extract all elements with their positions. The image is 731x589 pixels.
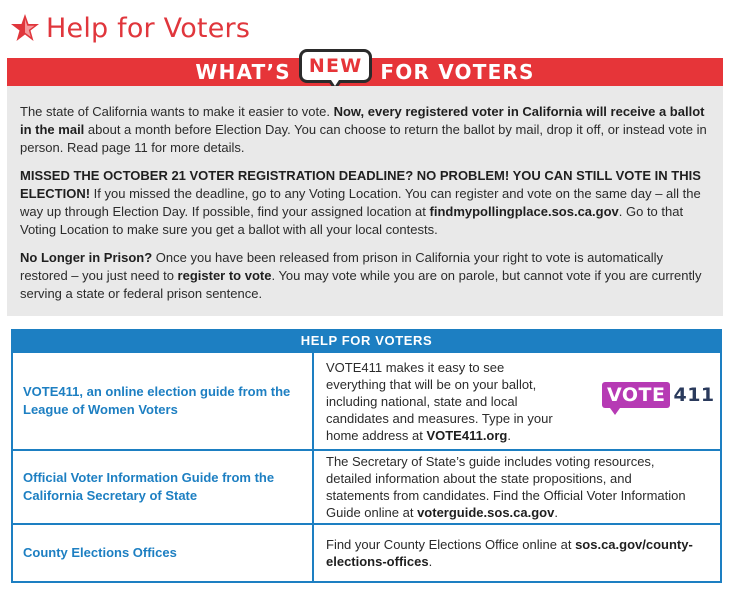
intro-paragraph-prison: No Longer in Prison? Once you have been released from prison in California your right to vote is automatically restored – you just need to register to vote. You may vote while you are on parole, but cannot vote if you are currently serving a state or federal prison sentence.	[20, 250, 702, 301]
banner-new-label: NEW	[308, 55, 363, 77]
polling-place-link[interactable]: findmypollingplace.sos.ca.gov	[429, 204, 619, 219]
whats-new-section	[7, 86, 723, 316]
whats-new-banner	[7, 55, 723, 86]
resource-name-county-offices[interactable]: County Elections Offices	[23, 545, 177, 560]
page-header	[10, 8, 250, 48]
table-row	[13, 351, 720, 449]
page-title: Help for Voters	[46, 12, 251, 44]
intro-paragraph-registration-deadline: MISSED THE OCTOBER 21 VOTER REGISTRATION DEADLINE? NO PROBLEM! YOU CAN STILL VOTE IN THIS ELECTION! If you missed the deadline, go to any Voting Location. You can register and vote on the same day – all the way up through Election Day. If possible, find your assigned location at findmypollingplace.sos.ca.gov. Go to that Voting Location to make sure you get a ballot with all your local contests.	[20, 168, 701, 237]
voterguide-link[interactable]: voterguide.sos.ca.gov	[417, 505, 555, 520]
table-row	[13, 523, 720, 581]
intro-paragraph-mail-ballot: The state of California wants to make it easier to vote. Now, every registered voter in California will receive a ballot in the mail about a month before Election Day. You can choose to return the ballot by mail, drop it off, or instead vote in person. Read page 11 for more details.	[20, 104, 707, 155]
resource-name-vote411[interactable]: VOTE411, an online election guide from the League of Women Voters	[23, 384, 291, 417]
vote411-link[interactable]: VOTE411.org	[426, 427, 508, 443]
banner-text-after: FOR VOTERS	[380, 60, 535, 84]
table-row	[13, 449, 720, 523]
resource-name-voter-guide[interactable]: Official Voter Information Guide from the California Secretary of State	[23, 470, 275, 503]
table-header: HELP FOR VOTERS	[13, 331, 720, 351]
banner-text-before: WHAT’S	[195, 60, 291, 84]
help-for-voters-table	[11, 329, 722, 583]
resource-description: The Secretary of State’s guide includes voting resources, detailed information about the state propositions, and statements from candidates. Find the Official Voter Information Guide online at voterguide.sos.ca.gov.	[326, 454, 686, 520]
resource-description: VOTE411 makes it easy to see everything that will be on your ballot, including national, state and local candidates and measures. Type in your home address at VOTE411.org.	[326, 359, 553, 443]
new-speech-bubble	[299, 49, 372, 83]
county-offices-link[interactable]: sos.ca.gov/county-elections-offices	[326, 537, 693, 569]
resource-description: Find your County Elections Office online at sos.ca.gov/county-elections-offices.	[326, 537, 693, 569]
star-icon	[10, 13, 40, 43]
vote411-logo: VOTE 411	[602, 382, 715, 408]
